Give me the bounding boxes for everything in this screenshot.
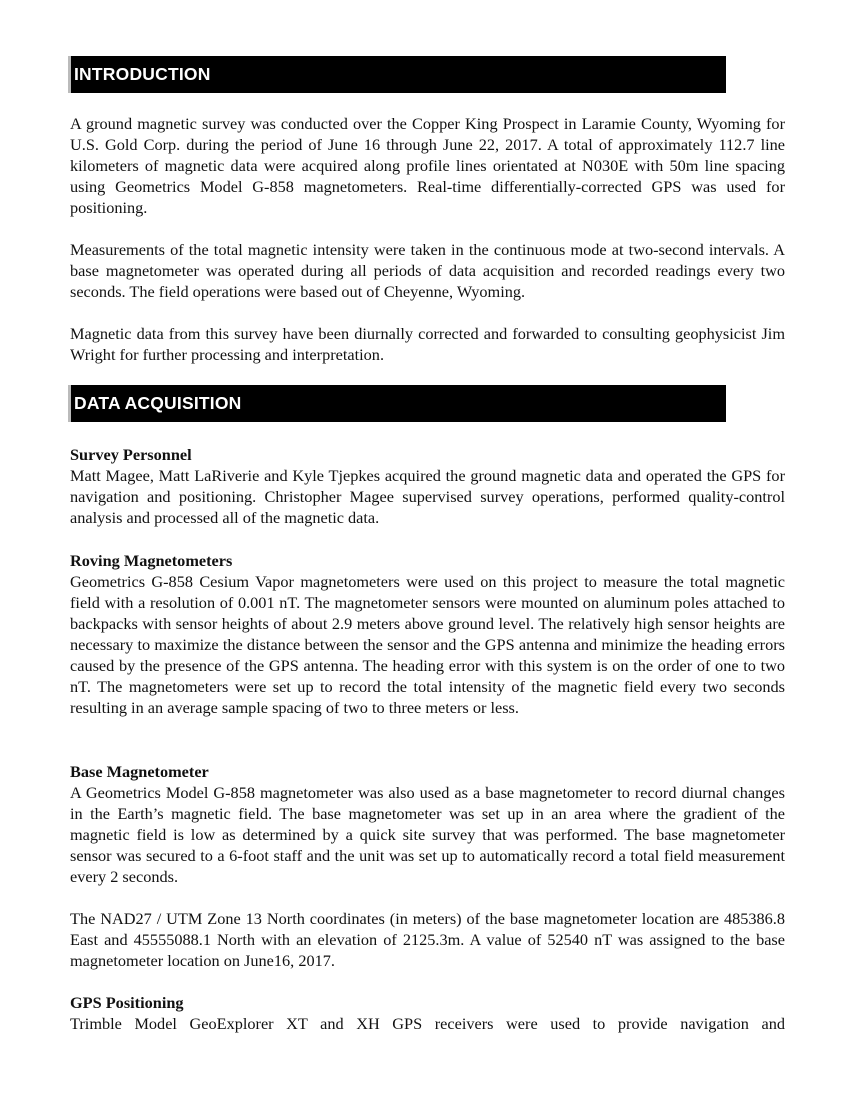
data-acquisition-heading-bar [68, 385, 726, 422]
data-acquisition-heading: DATA ACQUISITION [74, 393, 242, 413]
intro-paragraph-1: A ground magnetic survey was conducted over the Copper King Prospect in Laramie County, Wyoming for U.S. Gold Corp. during the period of June 16 through June 22, 2017. A total of approximately 112.7 line kilometers of magnetic data were acquired along profile lines orientated at N030E with 50m line spacing using Geometrics Model G-858 magnetometers. Real-time differentially-corrected GPS was used for positioning. [70, 114, 785, 217]
intro-paragraph-3: Magnetic data from this survey have been diurnally corrected and forwarded to consulting geophysicist Jim Wright for further processing and interpretation. [70, 324, 785, 364]
intro-paragraph-2: Measurements of the total magnetic intensity were taken in the continuous mode at two-second intervals. A base magnetometer was operated during all periods of data acquisition and recorded readings every two seconds. The field operations were based out of Cheyenne, Wyoming. [70, 240, 785, 301]
base-magnetometer-title: Base Magnetometer [70, 762, 209, 781]
base-magnetometer-text: A Geometrics Model G-858 magnetometer was also used as a base magnetometer to record diurnal changes in the Earth’s magnetic field. The base magnetometer was set up in an area where the gradient of the magnetic field is low as determined by a quick site survey that was performed. The base magnetometer sensor was secured to a 6-foot staff and the unit was set up to automatically record a total field measurement every 2 seconds. [70, 783, 785, 886]
survey-personnel-text: Matt Magee, Matt LaRiverie and Kyle Tjepkes acquired the ground magnetic data and operated the GPS for navigation and positioning. Christopher Magee supervised survey operations, performed quality-control analysis and processed all of the magnetic data. [70, 466, 785, 527]
roving-magnetometers-text: Geometrics G-858 Cesium Vapor magnetometers were used on this project to measure the total magnetic field with a resolution of 0.001 nT. The magnetometer sensors were mounted on aluminum poles attached to backpacks with sensor heights of about 2.9 meters above ground level. The relatively high sensor heights are necessary to maximize the distance between the sensor and the GPS antenna and minimize the heading errors caused by the presence of the GPS antenna. The heading error with this system is on the order of one to two nT. The magnetometers were set up to record the total intensity of the magnetic field every two seconds resulting in an average sample spacing of two to three meters or less. [70, 572, 785, 717]
survey-personnel-title: Survey Personnel [70, 445, 192, 464]
roving-magnetometers-title: Roving Magnetometers [70, 551, 233, 570]
gps-positioning-title: GPS Positioning [70, 993, 184, 1012]
base-magnetometer-coordinates: The NAD27 / UTM Zone 13 North coordinates (in meters) of the base magnetometer location are 485386.8 East and 45555088.1 North with an elevation of 2125.3m. A value of 52540 nT was assigned to the base magnetometer location on June16, 2017. [70, 909, 785, 970]
gps-positioning-text: Trimble Model GeoExplorer XT and XH GPS receivers were used to provide navigation and [70, 1014, 785, 1033]
introduction-heading-bar [68, 56, 726, 93]
introduction-heading: INTRODUCTION [74, 64, 211, 84]
